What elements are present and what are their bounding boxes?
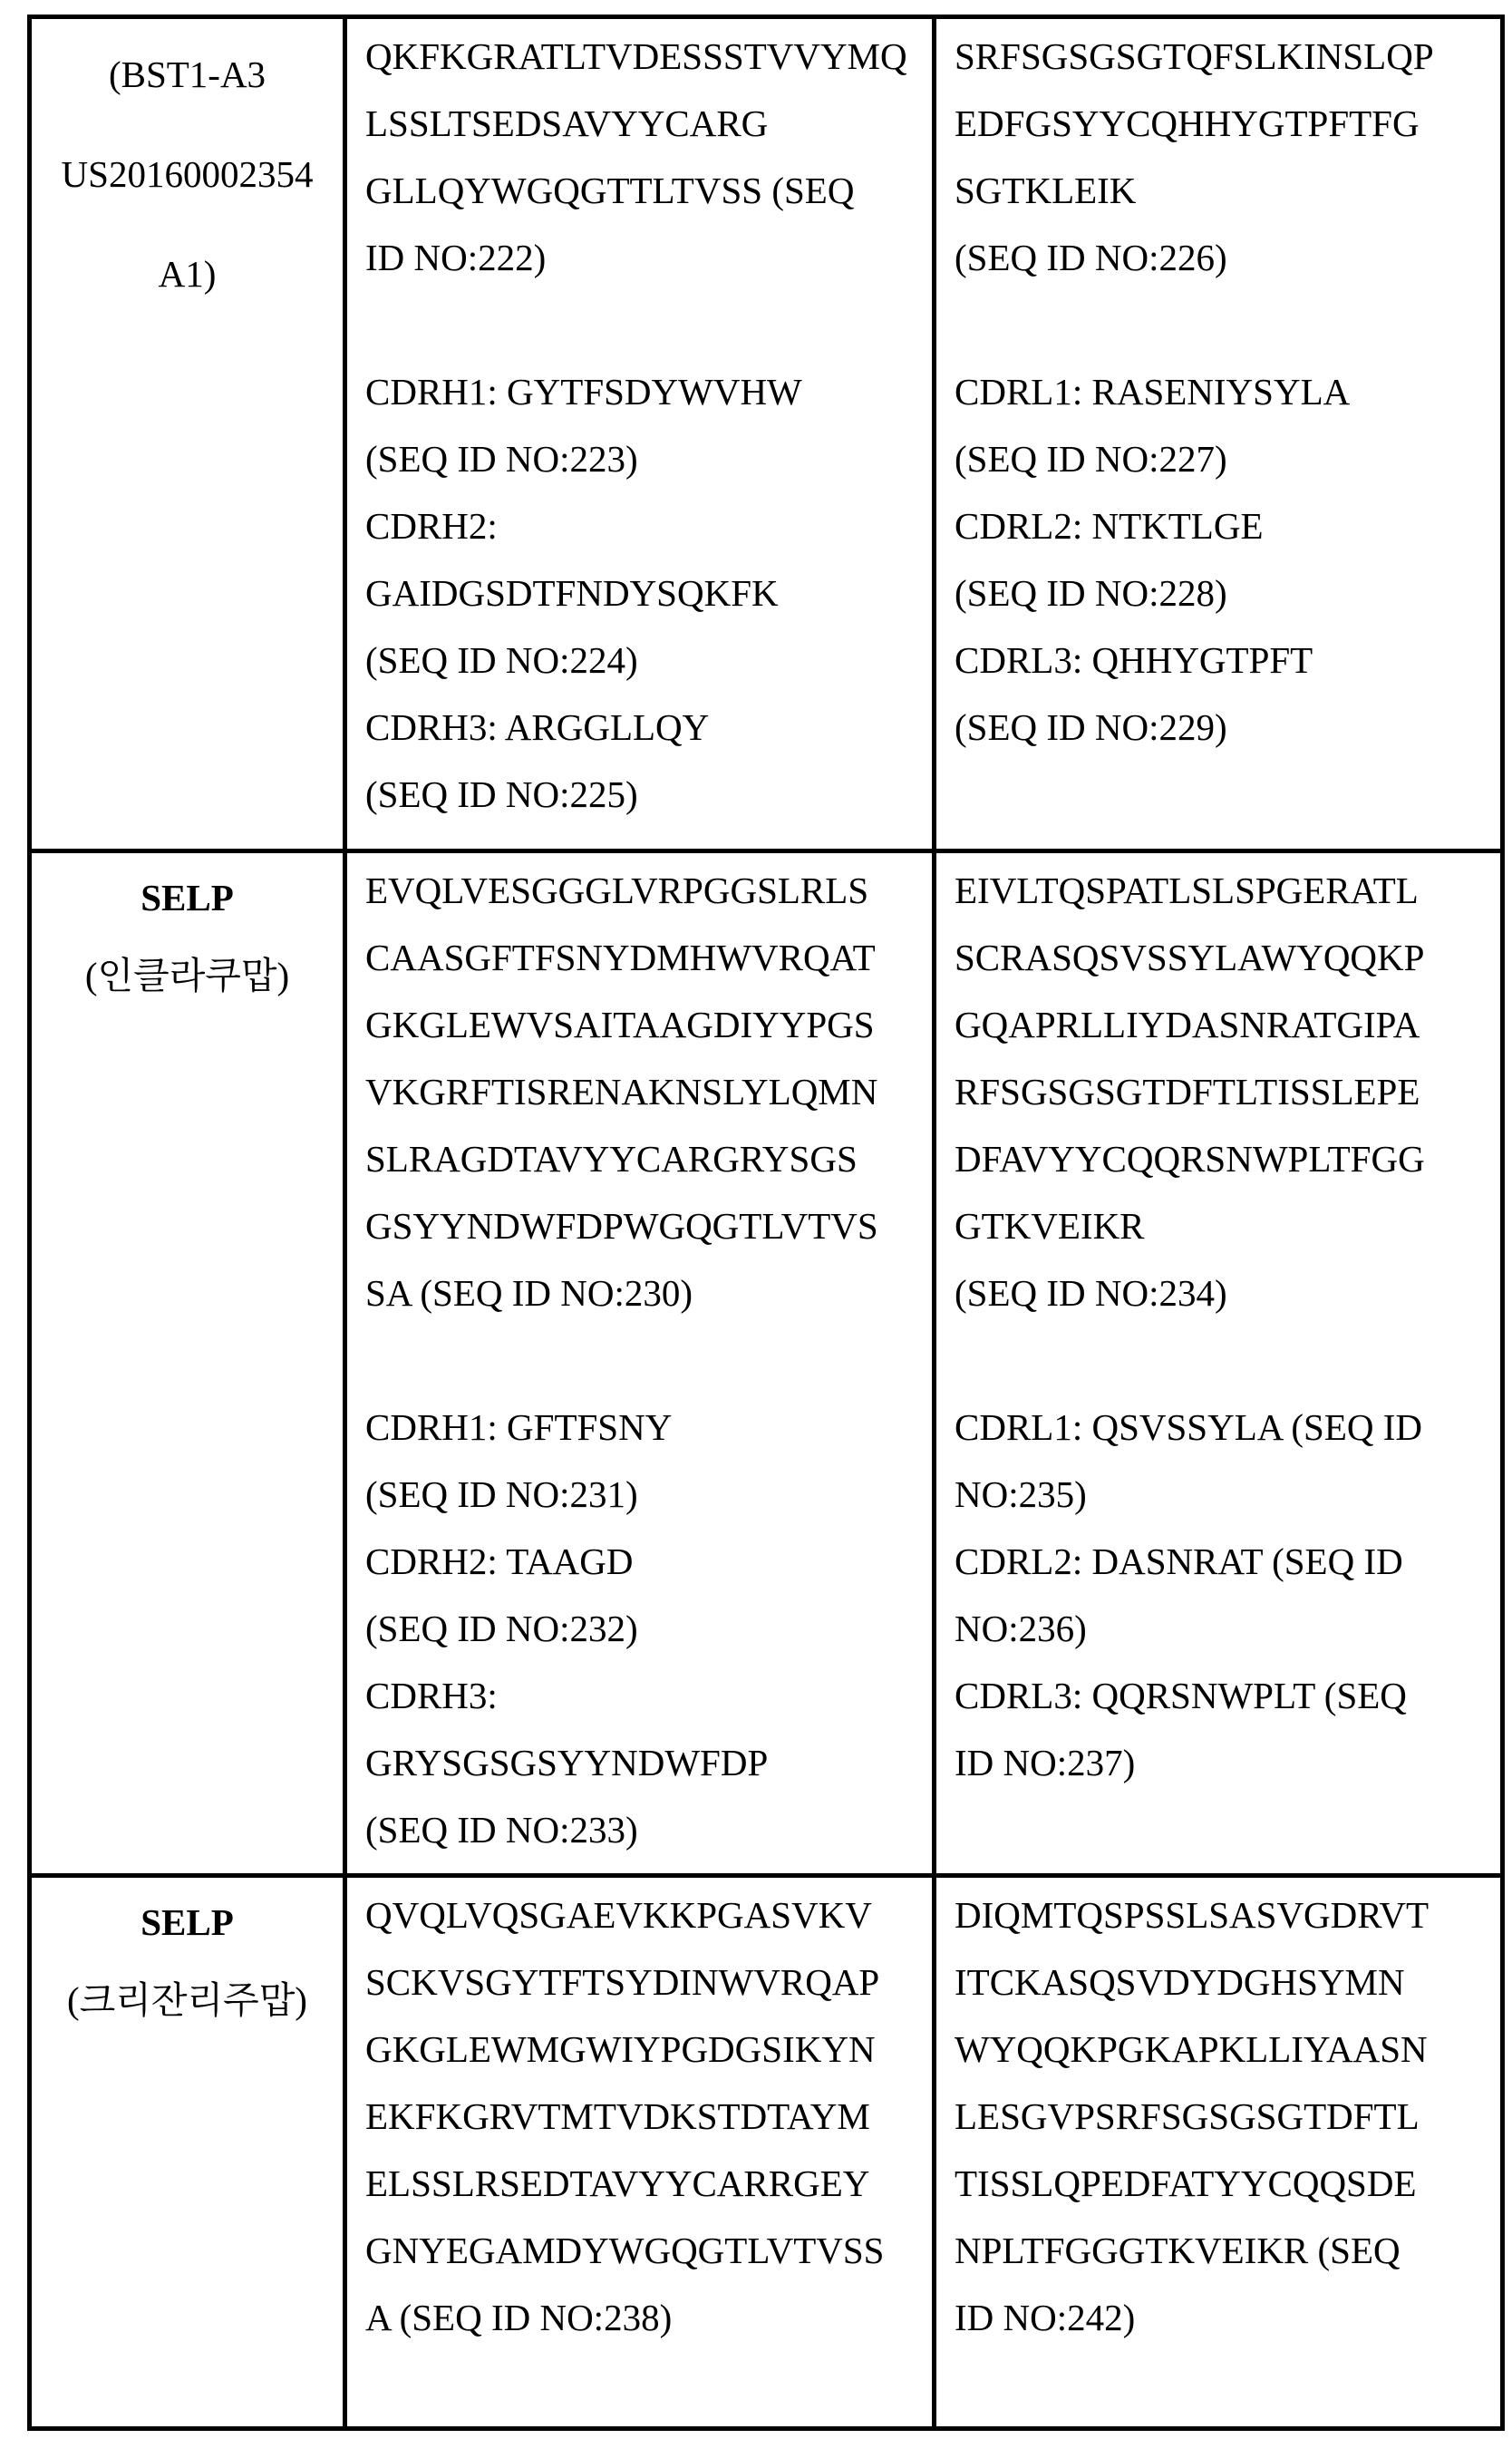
table-row (30, 17, 1503, 851)
light-chain-sequence-cell: EIVLTQSPATLSLSPGERATL SCRASQSVSSYLAWYQQKP GQAPRLLIYDASNRATGIPA RFSGSGSGTDFTLTISSLEPE DFAVYYCQQRSNWPLTFGG GTKVEIKR (SEQ ID NO:234) CDRL1: QSVSSYLA (SEQ ID NO:235) CDRL2: DASNRAT (SEQ ID NO:236) CDRL3: QQRSNWPLT (SEQ ID NO:237) (935, 851, 1503, 1876)
antibody-name-korean: (인클라쿠맙) (84, 955, 290, 996)
antibody-target-label: SELP (141, 877, 234, 918)
antibody-id-cell (30, 1876, 345, 2429)
light-chain-sequence-cell: SRFSGSGSGTQFSLKINSLQP EDFGSYYCQHHYGTPFTFG SGTKLEIK (SEQ ID NO:226) CDRL1: RASENIYSYLA (SEQ ID NO:227) CDRL2: NTKTLGE (SEQ ID NO:228) CDRL3: QHHYGTPFT (SEQ ID NO:229) (935, 17, 1503, 851)
light-chain-sequence-cell: DIQMTQSPSSLSASVGDRVT ITCKASQSVDYDGHSYMN WYQQKPGKAPKLLIYAASN LESGVPSRFSGSGSGTDFTL TISSLQPEDFATYYCQQSDE NPLTFGGGTKVEIKR (SEQ ID NO:242) (935, 1876, 1503, 2429)
heavy-chain-sequence-cell: EVQLVESGGGLVRPGGSLRLS CAASGFTFSNYDMHWVRQAT GKGLEWVSAITAAGDIYYPGS VKGRFTISRENAKNSLYLQMN SLRAGDTAVYYCARGRYSGS GSYYNDWFDPWGQGTLVTVS SA (SEQ ID NO:230) CDRH1: GFTFSNY (SEQ ID NO:231) CDRH2: TAAGD (SEQ ID NO:232) CDRH3: GRYSGSGSYYNDWFDP (SEQ ID NO:233) (345, 851, 935, 1876)
antibody-id-line: US20160002354 (61, 153, 314, 195)
heavy-chain-sequence-cell: QKFKGRATLTVDESSSTVVYMQ LSSLTSEDSAVYYCARG GLLQYWGQGTTLTVSS (SEQ ID NO:222) CDRH1: GYTFSDYWVHW (SEQ ID NO:223) CDRH2: GAIDGSDTFNDYSQKFK (SEQ ID NO:224) CDRH3: ARGGLLQY (SEQ ID NO:225) (345, 17, 935, 851)
table-row (30, 1876, 1503, 2429)
antibody-id-cell (30, 17, 345, 851)
table-row (30, 851, 1503, 1876)
antibody-id-line: (BST1-A3 (108, 53, 267, 95)
antibody-name-korean: (크리잔리주맙) (67, 1979, 307, 2021)
antibody-id-line: A1) (158, 253, 217, 295)
heavy-chain-sequence-cell: QVQLVQSGAEVKKPGASVKV SCKVSGYTFTSYDINWVRQAP GKGLEWMGWIYPGDGSIKYN EKFKGRVTMTVDKSTDTAYM ELSSLRSEDTAVYYCARRGEY GNYEGAMDYWGQGTLVTVSS A (SEQ ID NO:238) (345, 1876, 935, 2429)
antibody-sequence-table (27, 15, 1505, 2431)
antibody-target-label: SELP (141, 1901, 234, 1943)
antibody-id-cell (30, 851, 345, 1876)
